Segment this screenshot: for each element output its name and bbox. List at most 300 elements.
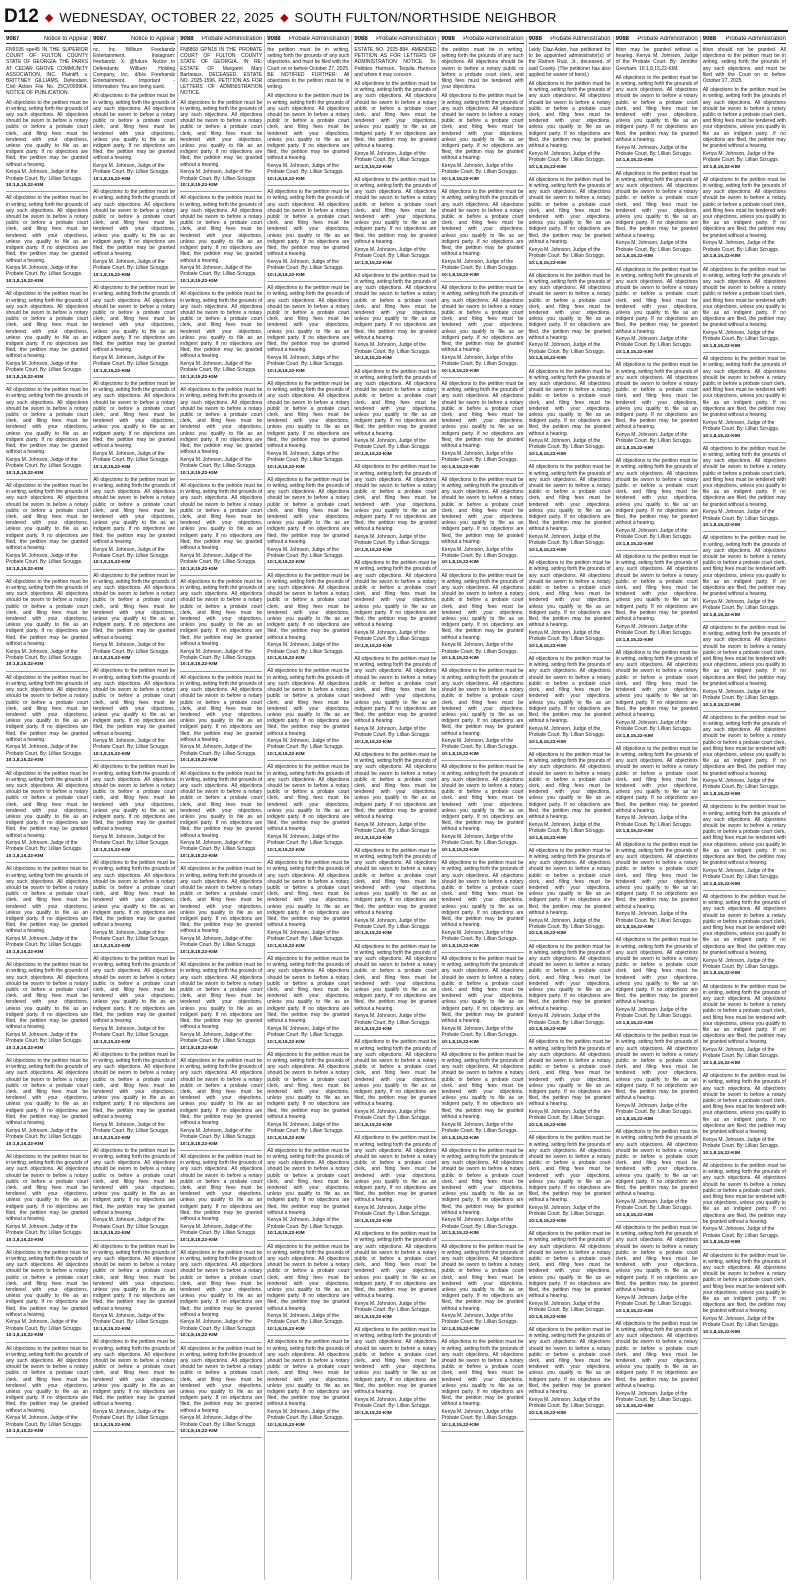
- notice-signature: Kenya M. Johnson, Judge of the Probate Court. By: Lillian Scruggs.: [441, 259, 518, 272]
- notice-divider: [354, 365, 436, 366]
- legal-notice: [441, 93, 523, 186]
- notice-signature: Kenya M. Johnson, Judge of the Probate Court. By: Lillian Scruggs.: [93, 354, 170, 368]
- notice-reference: 10:1,8,15,22-KIM: [354, 739, 392, 745]
- notice-signature: Kenya M. Johnson, Judge of the Probate Court. By: Lillian Scruggs.: [528, 246, 605, 259]
- notice-signature: Kenya M. Johnson, Judge of the Probate Court. By: Lillian Scruggs.: [93, 929, 170, 943]
- legal-notice: [6, 1346, 88, 1439]
- notice-divider: [354, 940, 436, 941]
- notice-signature: Kenya M. Johnson, Judge of the Probate Court. By: Lillian Scruggs.: [267, 642, 344, 655]
- category-bar: [703, 36, 786, 44]
- legal-notice: [93, 1339, 175, 1432]
- notice-body-text: All objections to the petition must be in writing, setting forth the grounds of any such objections. All objections should be sworn to before a notary public or before a probate court clerk, and filing fees must be tendered with your objections, unless you qualify to file as an indigent party. If no objections are filed, the petition may be granted without a hearing.: [702, 714, 786, 777]
- notice-column: [527, 36, 614, 1580]
- legal-notice: [180, 579, 262, 672]
- legal-notice: [616, 937, 698, 1030]
- notice-reference: 10:1,8,15,22-KIM: [93, 1039, 131, 1045]
- notice-signature: Kenya M. Johnson, Judge of the Probate Court. By: Lillian Scruggs.: [702, 419, 780, 432]
- notice-signature: Kenya M. Johnson, Judge of the Probate Court. By: Lillian Scruggs.: [702, 1226, 780, 1239]
- legal-notice: [354, 369, 436, 462]
- legal-notice: [616, 75, 698, 168]
- notice-divider: [441, 377, 523, 378]
- notice-body-text: All objections to the petition must be in writing, setting forth the grounds of any such objections. All objections should be sworn to before a notary public or before a probate court clerk, and filing fees must be tendered with your objections, unless you qualify to file as an indigent party. If no objections are filed, the petition may be granted without a hearing.: [93, 285, 176, 354]
- header-date: WEDNESDAY, OCTOBER 22, 2025: [59, 9, 275, 25]
- notice-column: [352, 36, 439, 1580]
- notice-reference: 10:1,8,15,22-KIM: [267, 1039, 305, 1045]
- legal-notice: [6, 387, 88, 480]
- notice-reference: 10:1,8,15,22-KIM: [180, 183, 218, 189]
- notice-signature: Kenya M. Johnson, Judge of the Probate Court. By: Lillian Scruggs.: [702, 867, 780, 881]
- notice-column: [439, 36, 526, 1580]
- legal-notice: [441, 189, 523, 282]
- notice-body-text: All objections to the petition must be in writing, setting forth the grounds of any such objections. All objections should be sworn to before a notary public or before a probate court clerk, and filing fees must be tendered with your objections, unless you qualify to file as an indigent party. If no objections are filed, the petition may be granted without a hearing.: [528, 368, 611, 437]
- notice-signature: Kenya M. Johnson, Judge of the Probate Court. By: Lillian Scruggs.: [441, 929, 518, 943]
- notice-body-text: All objections to the petition must be in writing, setting forth the grounds of any such objections. All objections should be sworn to before a notary public or before a probate court clerk, and filing fees must be tendered with your objections, unless you qualify to file as an indigent party. If no objections are filed, the petition may be granted without a hearing.: [615, 1129, 698, 1198]
- notice-reference: 10:1,8,15,22-KIM: [615, 1021, 653, 1027]
- notice-divider: [93, 856, 175, 857]
- notice-signature: Kenya M. Johnson, Judge of the Probate Court. By: Lillian Scruggs.: [93, 450, 170, 463]
- notice-body-text: All objections to the petition must be in writing, setting forth the grounds of any such objections. All objections should be sworn to before a notary public or before a probate court clerk, and filing fees must be tendered with your objections, unless you qualify to file as an indigent party. If no objections are filed, the petition may be granted without a hearing.: [441, 285, 524, 354]
- notice-signature: Kenya M. Johnson, Judge of the Probate Court. By: Lillian Scruggs.: [615, 1294, 693, 1307]
- legal-notice: [441, 1052, 523, 1145]
- notice-signature: Kenya M. Johnson, Judge of the Probate Court. By: Lillian Scruggs.: [615, 1198, 693, 1212]
- legal-notice: [180, 47, 262, 97]
- legal-notice: [616, 650, 698, 743]
- notice-signature: Kenya M. Johnson, Judge of the Probate Court. By: Lillian Scruggs.: [528, 1109, 605, 1122]
- notice-divider: [616, 358, 698, 359]
- legal-notice: [441, 47, 523, 90]
- notice-signature: Kenya M. Johnson, Judge of the Probate Court. By: Lillian Scruggs.: [615, 623, 693, 636]
- notice-signature: Kenya M. Johnson, Judge of the Probate Court. By: Lillian Scruggs.: [93, 642, 170, 655]
- notice-signature: Kenya M. Johnson, Judge of the Probate Court. By: Lillian Scruggs.: [6, 1319, 83, 1332]
- notice-lead-text: tition may be granted without a hearing. Kenya M. Johnson, Judge of the Probate Court. By: Jennifer Gresham. 10:1,8,15,22-KIM.: [615, 47, 698, 72]
- notice-reference: 10:1,8,15,22-KIM: [528, 1314, 566, 1320]
- notice-signature: Kenya M. Johnson, Judge of the Probate Court. By: Lillian Scruggs.: [354, 725, 431, 739]
- notice-reference: 10:1,8,15,22-KIM: [6, 183, 44, 189]
- legal-notice: [703, 894, 786, 981]
- notice-signature: Kenya M. Johnson, Judge of the Probate Court. By: Lillian Scruggs.: [441, 1313, 518, 1326]
- notice-body-text: All objections to the petition must be in writing, setting forth the grounds of any such objections. All objections should be sworn to before a notary public or before a probate court clerk, and filing fees must be tendered with your objections, unless you qualify to file as an indigent party. If no objections are filed, the petition may be granted without a hearing.: [354, 943, 437, 1012]
- notice-divider: [616, 1413, 698, 1414]
- notice-divider: [93, 569, 175, 570]
- legal-notice: [6, 962, 88, 1055]
- notice-reference: 10:1,8,15,22-KIM: [180, 470, 218, 476]
- notice-body-text: All objections to the petition must be in writing, setting forth the grounds of any such objections. All objections should be sworn to before a notary public or before a probate court clerk, and filing fees must be tendered with your objections, unless you qualify to file as an indigent party. If no objections are filed, the petition may be granted without a hearing.: [267, 1147, 350, 1216]
- notice-reference: 10:1,8,15,22-KIM: [702, 702, 741, 708]
- notice-signature: Kenya M. Johnson, Judge of the Probate Court. By: Lillian Scruggs.: [6, 456, 83, 470]
- notice-body-text: All objections to the petition must be in writing, setting forth the grounds of any such objections. All objections should be sworn to before a notary public or before a probate court clerk, and filing fees must be tendered with your objections, unless you qualify to file as an indigent party. If no objections are filed, the petition may be granted without a hearing.: [180, 195, 263, 264]
- legal-notice: [529, 1231, 611, 1324]
- notice-body-text: All objections to the petition must be in writing, setting forth the grounds of any such objections. All objections should be sworn to before a notary public or before a probate court clerk, and filing fees must be tendered with your objections, unless you qualify to file as an indigent party. If no objections are filed, the petition may be granted without a hearing.: [354, 368, 437, 437]
- legal-notice: [180, 962, 262, 1055]
- notice-divider: [616, 1221, 698, 1222]
- legal-notice: [93, 1244, 175, 1337]
- legal-notice: [267, 93, 349, 186]
- notice-body-text: All objections to the petition must be in writing, setting forth the grounds of any such objections. All objections should be sworn to before a notary public or before a probate court clerk, and filing fees must be tendered with your objections, unless you qualify to file as an indigent party. If no objections are filed, the petition may be granted without a hearing.: [441, 476, 524, 545]
- legal-notice: [180, 675, 262, 768]
- notice-body-text: All objections to the petition must be in writing, setting forth the grounds of any such objections. All objections should be sworn to before a notary public or before a probate court clerk, and filing fees must be tendered with your objections, unless you qualify to file as an indigent party. If no objections are filed, the petition may be granted without a hearing.: [267, 189, 350, 258]
- notice-body-text: All objections to the petition must be in writing, setting forth the grounds of any such objections. All objections should be sworn to before a notary public or before a probate court clerk, and filing fees must be tendered with your objections, unless you qualify to file as an indigent party. If no objections are filed, the petition may be granted without a hearing.: [702, 625, 786, 687]
- legal-notice: [703, 446, 786, 533]
- notice-body-text: All objections to the petition must be in writing, setting forth the grounds of any such objections. All objections should be sworn to before a notary public or before a probate court clerk, and filing fees must be tendered with your objections, unless you qualify to file as an indigent party. If no objections are filed, the petition may be granted without a hearing.: [615, 170, 698, 239]
- notice-reference: 10:1,8,15,22-KIM: [354, 1410, 392, 1416]
- notice-body-text: All objections to the petition must be in writing, setting forth the grounds of any such objections. All objections should be sworn to before a notary public or before a probate court clerk, and filing fees must be tendered with your objections, unless you qualify to file as an indigent party. If no objections are filed, the petition may be granted without a hearing.: [354, 656, 437, 725]
- notice-body-text: All objections to the petition must be in writing, setting forth the grounds of any such objections. All objections should be sworn to before a notary public or before a probate court clerk, and filing fees must be tendered with your objections, unless you qualify to file as an indigent party. If no objections are filed, the petition may be granted without a hearing.: [441, 572, 524, 641]
- notice-signature: Kenya M. Johnson, Judge of the Probate Court. By: Lillian Scruggs.: [354, 1013, 431, 1026]
- notice-reference: 10:1,8,15,22-KIM: [615, 158, 653, 164]
- notice-divider: [93, 1144, 175, 1145]
- notice-body-text: All objections to the petition must be in writing, setting forth the grounds of any such objections. All objections should be sworn to before a notary public or before a probate court clerk, and filing fees must be tendered with your objections, unless you qualify to file as an indigent party. If no objections are filed, the petition may be granted without a hearing.: [180, 291, 263, 360]
- diamond-bullet-icon: ◆: [280, 11, 289, 24]
- notice-reference: 10:1,8,15,22-KIM: [528, 1123, 566, 1129]
- legal-notice: [180, 100, 262, 193]
- notice-body-text: All objections to the petition must be in writing, setting forth the grounds of any such objections. All objections should be sworn to before a notary public or before a probate court clerk, and filing fees must be tendered with your objections, unless you qualify to file as an indigent party. If no objections are filed, the petition may be granted without a hearing.: [441, 764, 524, 833]
- header-section: SOUTH FULTON/NORTHSIDE NEIGHBOR: [294, 9, 557, 25]
- notice-divider: [529, 460, 611, 461]
- page-number: D12: [4, 6, 39, 27]
- notice-divider: [354, 269, 436, 270]
- legal-notice: [267, 1339, 349, 1432]
- notice-reference: 10:1,8,15,22-KIM: [6, 950, 44, 956]
- notice-divider: [703, 800, 786, 801]
- notice-signature: Kenya M. Johnson, Judge of the Probate Court. By: Lillian Scruggs.: [6, 744, 83, 757]
- notice-divider: [703, 1338, 786, 1339]
- notice-reference: 10:1,8,15,22-KIM: [267, 272, 305, 278]
- notice-reference: 10:1,8,15,22-KIM: [702, 1329, 741, 1335]
- legal-notice: [180, 866, 262, 959]
- notice-reference: 10:1,8,15,22-KIM: [180, 758, 218, 764]
- category-code: 9087: [93, 36, 107, 42]
- notice-signature: Kenya M. Johnson, Judge of the Probate Court. By: Lillian Scruggs.: [180, 1031, 257, 1045]
- notice-divider: [616, 933, 698, 934]
- notice-signature: Kenya M. Johnson, Judge of the Probate Court. By: Lillian Scruggs.: [93, 1025, 170, 1038]
- notice-body-text: All objections to the petition must be in writing, setting forth the grounds of any such objections. All objections should be sworn to before a notary public or before a probate court clerk, and filing fees must be tendered with your objections, unless you qualify to file as an indigent party. If no objections are filed, the petition may be granted without a hearing.: [615, 458, 698, 527]
- notice-body-text: All objections to the petition must be in writing, setting forth the grounds of any such objections. All objections should be sworn to before a notary public or before a probate court clerk, and filing fees must be tendered with your objections, unless you qualify to file as an indigent party. If no objections are filed, the petition may be granted without a hearing.: [267, 380, 350, 449]
- notice-body-text: All objections to the petition must be in writing, setting forth the grounds of any such objections. All objections should be sworn to before a notary public or before a probate court clerk, and filing fees must be tendered with your objections, unless you qualify to file as an indigent party. If no objections are filed, the petition may be granted without a hearing.: [93, 668, 176, 737]
- notice-reference: 10:1,8,15,22-KIM: [615, 1308, 653, 1314]
- legal-notice: [267, 381, 349, 474]
- notice-signature: Kenya M. Johnson, Judge of the Probate Court. By: Lillian Scruggs.: [180, 361, 257, 374]
- notice-signature: Kenya M. Johnson, Judge of the Probate Court. By: Lillian Scruggs.: [267, 259, 344, 272]
- notice-reference: 10:1,8,15,22-KIM: [441, 464, 479, 470]
- notice-body-text: All objections to the petition must be in writing, setting forth the grounds of any such objections. All objections should be sworn to before a notary public or before a probate court clerk, and filing fees must be tendered with your objections, unless you qualify to file as an indigent party. If no objections are filed, the petition may be granted without a hearing.: [267, 956, 350, 1025]
- notice-reference: 10:1,8,15,22-KIM: [180, 279, 218, 285]
- notice-body-text: All objections to the petition must be in writing, setting forth the grounds of any such objections. All objections should be sworn to before a notary public or before a probate court clerk, and filing fees must be tendered with your objections, unless you qualify to file as an indigent party. If no objections are filed, the petition may be granted without a hearing.: [6, 770, 89, 839]
- notice-signature: Kenya M. Johnson, Judge of the Probate Court. By: Lillian Scruggs.: [267, 1313, 344, 1326]
- notice-reference: 10:1,8,15,22-KIM: [180, 566, 218, 572]
- notice-body-text: All objections to the petition must be in writing, setting forth the grounds of any such objections. All objections should be sworn to before a notary public or before a probate court clerk, and filing fees must be tendered with your objections, unless you qualify to file as an indigent party. If no objections are filed, the petition may be granted without a hearing.: [528, 176, 611, 245]
- notice-reference: 10:1,8,15,22-KIM: [180, 1429, 218, 1435]
- notice-reference: 10:1,8,15,22-KIM: [267, 464, 305, 470]
- legal-notice: [441, 1148, 523, 1241]
- notice-divider: [6, 862, 88, 863]
- legal-notice: [6, 675, 88, 768]
- notice-body-text: All objections to the petition must be in writing, setting forth the grounds of any such objections. All objections should be sworn to before a notary public or before a probate court clerk, and filing fees must be tendered with your objections, unless you qualify to file as an indigent party. If no objections are filed, the petition may be granted without a hearing.: [180, 770, 263, 839]
- notice-body-text: All objections to the petition must be in writing, setting forth the grounds of any such objections. All objections should be sworn to before a notary public or before a probate court clerk, and filing fees must be tendered with your objections, unless you qualify to file as an indigent party. If no objections are filed, the petition may be granted without a hearing.: [702, 1162, 786, 1225]
- notice-body-text: All objections to the petition must be in writing, setting forth the grounds of any such objections. All objections should be sworn to before a notary public or before a probate court clerk, and filing fees must be tendered with your objections, unless you qualify to file as an indigent party. If no objections are filed, the petition may be granted without a hearing.: [615, 745, 698, 814]
- notice-body-text: All objections to the petition must be in writing, setting forth the grounds of any such objections. All objections should be sworn to before a notary public or before a probate court clerk, and filing fees must be tendered with your objections, unless you qualify to file as an indigent party. If no objections are filed, the petition may be granted without a hearing.: [528, 1135, 611, 1204]
- notice-reference: 10:1,8,15,22-KIM: [702, 164, 741, 170]
- notice-reference: 10:1,8,15,22-KIM: [267, 560, 305, 566]
- notice-body-text: All objections to the petition must be in writing, setting forth the grounds of any such objections. All objections should be sworn to before a notary public or before a probate court clerk, and filing fees must be tendered with your objections, unless you qualify to file as an indigent party. If no objections are filed, the petition may be granted without a hearing.: [180, 962, 263, 1031]
- notice-signature: Kenya M. Johnson, Judge of the Probate Court. By: Lillian Scruggs.: [615, 719, 693, 732]
- legal-notice: [354, 656, 436, 749]
- notice-divider: [267, 1240, 349, 1241]
- legal-notice: [6, 100, 88, 193]
- notice-reference: 10:1,8,15,22-KIM: [6, 1333, 44, 1339]
- notice-divider: [529, 1131, 611, 1132]
- notice-body-text: All objections to the petition must be in writing, setting forth the grounds of any such objections. All objections should be sworn to before a notary public or before a probate court clerk, and filing fees must be tendered with your objections, unless you qualify to file as an indigent party. If no objections are filed, the petition may be granted without a hearing.: [267, 1243, 350, 1312]
- notice-body-text: All objections to the petition must be in writing, setting forth the grounds of any such objections. All objections should be sworn to before a notary public or before a probate court clerk, and filing fees must be tendered with your objections, unless you qualify to file as an indigent party. If no objections are filed, the petition may be granted without a hearing.: [441, 380, 524, 449]
- notice-body-text: All objections to the petition must be in writing, setting forth the grounds of any such objections. All objections should be sworn to before a notary public or before a probate court clerk, and filing fees must be tendered with your objections, unless you qualify to file as an indigent party. If no objections are filed, the petition may be granted without a hearing.: [93, 380, 176, 449]
- notice-divider: [441, 1431, 523, 1432]
- notice-divider: [93, 1431, 175, 1432]
- notice-divider: [616, 1317, 698, 1318]
- notice-reference: 10:1,8,15,22-KIM: [93, 1423, 131, 1429]
- legal-notice: [529, 656, 611, 749]
- legal-notice: [93, 956, 175, 1049]
- notice-divider: [93, 185, 175, 186]
- notice-body-text: All objections to the petition must be in writing, setting forth the grounds of any such objections. All objections should be sworn to before a notary public or before a probate court clerk, and filing fees must be tendered with your objections, unless you qualify to file as an indigent party. If no objections are filed, the petition may be granted without a hearing.: [267, 764, 350, 833]
- notice-body-text: All objections to the petition must be in writing, setting forth the grounds of any such objections. All objections should be sworn to before a notary public or before a probate court clerk, and filing fees must be tendered with your objections, unless you qualify to file as an indigent party. If no objections are filed, the petition may be granted without a hearing.: [354, 1135, 437, 1204]
- legal-notice: [529, 848, 611, 941]
- notice-reference: 10:1,8,15,22-KIM: [702, 1240, 741, 1246]
- category-bar: [180, 36, 262, 44]
- notice-body-text: All objections to the petition must be in writing, setting forth the grounds of any such objections. All objections should be sworn to before a notary public or before a probate court clerk, and filing fees must be tendered with your objections, unless you qualify to file as an indigent party. If no objections are filed, the petition may be granted without a hearing.: [702, 1073, 786, 1136]
- notice-signature: Kenya M. Johnson, Judge of the Probate Court. By: Lillian Scruggs.: [354, 917, 431, 930]
- legal-notice: [529, 47, 611, 78]
- notice-reference: 10:1,8,15,22-KIM: [180, 1045, 218, 1051]
- category-code: 9087: [6, 36, 20, 42]
- category-code: 9088: [180, 36, 194, 42]
- notice-signature: Kenya M. Johnson, Judge of the Probate Court. By: Lillian Scruggs.: [354, 1205, 431, 1218]
- legal-notice: [6, 866, 88, 959]
- legal-notice: [267, 1244, 349, 1337]
- legal-notice: [93, 189, 175, 282]
- legal-notice: [6, 771, 88, 864]
- legal-notice: [529, 1135, 611, 1228]
- notice-reference: 10:1,8,15,22-KIM: [702, 881, 741, 887]
- notice-body-text: All objections to the petition must be in writing, setting forth the grounds of any such objections. All objections should be sworn to before a notary public or before a probate court clerk, and filing fees must be tendered with your objections, unless you qualify to file as an indigent party. If no objections are filed, the petition may be granted without a hearing.: [354, 176, 437, 245]
- notice-body-text: All objections to the petition must be in writing, setting forth the grounds of any such objections. All objections should be sworn to before a notary public or before a probate court clerk, and filing fees must be tendered with your objections, unless you qualify to file as an indigent party. If no objections are filed, the petition may be granted without a hearing.: [702, 87, 786, 150]
- legal-notice: [529, 369, 611, 462]
- legal-notice: [93, 860, 175, 953]
- notice-signature: Kenya M. Johnson, Judge of the Probate Court. By: Lillian Scruggs.: [702, 1316, 780, 1329]
- legal-notice: [93, 381, 175, 474]
- notice-signature: Kenya M. Johnson, Judge of the Probate Court. By: Lillian Scruggs.: [6, 840, 83, 853]
- notice-signature: Kenya M. Johnson, Judge of the Probate Court. By: Lillian Scruggs.: [93, 834, 170, 847]
- notice-signature: Kenya M. Johnson, Judge of the Probate Court. By: Lillian Scruggs.: [702, 598, 780, 612]
- notice-divider: [703, 890, 786, 891]
- notice-lead-text: nc, Inc. Wilburn Freebandz Entertainment. Instagram: freebandz. X: @future. Notice to Defendants Wilburn Holding Company, Inc. d/b/a Freebandz Entertainment. Important - Information: You are being sued.: [93, 47, 176, 91]
- notice-reference: 10:1,8,15,22-KIM: [267, 1327, 305, 1333]
- notice-body-text: All objections to the petition must be in writing, setting forth the grounds of any such objections. All objections should be sworn to before a notary public or before a probate court clerk, and filing fees must be tendered with your objections, unless you qualify to file as an indigent party. If no objections are filed, the petition may be granted without a hearing.: [267, 1339, 350, 1408]
- notice-reference: 10:1,8,15,22-KIM: [615, 445, 653, 451]
- notice-divider: [616, 1125, 698, 1126]
- notice-reference: 10:1,8,15,22-KIM: [615, 829, 653, 835]
- notice-signature: Kenya M. Johnson, Judge of the Probate Court. By: Lillian Scruggs.: [615, 911, 693, 924]
- notice-divider: [703, 263, 786, 264]
- notice-reference: 10:1,8,15,22-KIM: [354, 548, 392, 554]
- notice-divider: [441, 856, 523, 857]
- notice-signature: Kenya M. Johnson, Judge of the Probate Court. By: Lillian Scruggs.: [93, 1121, 170, 1134]
- notice-signature: Kenya M. Johnson, Judge of the Probate Court. By: Lillian Scruggs.: [267, 1217, 344, 1230]
- notice-body-text: All objections to the petition must be in writing, setting forth the grounds of any such objections. All objections should be sworn to before a notary public or before a probate court clerk, and filing fees must be tendered with your objections, unless you qualify to file as an indigent party. If no objections are filed, the petition may be granted without a hearing.: [702, 1252, 786, 1315]
- notice-signature: Kenya M. Johnson, Judge of the Probate Court. By: Lillian Scruggs.: [528, 1205, 605, 1218]
- notice-reference: 10:1,8,15,22-KIM: [441, 1423, 479, 1429]
- notice-divider: [6, 1437, 88, 1438]
- notice-reference: 10:1,8,15,22-KIM: [528, 931, 566, 937]
- notice-divider: [180, 767, 262, 768]
- notice-divider: [267, 1048, 349, 1049]
- notice-reference: 10:1,8,15,22-KIM: [180, 1333, 218, 1339]
- notice-body-text: All objections to the petition must be in writing, setting forth the grounds of any such objections. All objections should be sworn to before a notary public or before a probate court clerk, and filing fees must be tendered with your objections, unless you qualify to file as an indigent party. If no objections are filed, the petition may be granted without a hearing.: [6, 291, 89, 360]
- notice-body-text: All objections to the petition must be in writing, setting forth the grounds of any such objections. All objections should be sworn to before a notary public or before a probate court clerk, and filing fees must be tendered with your objections, unless you qualify to file as an indigent party. If no objections are filed, the petition may be granted without a hearing.: [267, 860, 350, 929]
- notice-body-text: All objections to the petition must be in writing, setting forth the grounds of any such objections. All objections should be sworn to before a notary public or before a probate court clerk, and filing fees must be tendered with your objections, unless you qualify to file as an indigent party. If no objections are filed, the petition may be granted without a hearing.: [354, 464, 437, 533]
- legal-notice: [529, 273, 611, 366]
- legal-notice: [267, 573, 349, 666]
- notice-divider: [616, 1029, 698, 1030]
- notice-reference: 10:1,8,15,22-KIM: [354, 260, 392, 266]
- notice-divider: [616, 167, 698, 168]
- notice-signature: Kenya M. Johnson, Judge of the Probate Court. By: Lillian Scruggs.: [180, 265, 257, 278]
- notice-divider: [703, 531, 786, 532]
- notice-lead-text: tition should not be granted. All objections to the petition must be in writing, setting forth the grounds of any such objections, and must be filed with the Court on or before October 27, 2025.: [702, 47, 786, 85]
- notice-signature: Kenya M. Johnson, Judge of the Probate Court. By: Lillian Scruggs.: [180, 456, 257, 470]
- notice-column: [265, 36, 352, 1580]
- notice-body-text: All objections to the petition must be in writing, setting forth the grounds of any such objections. All objections should be sworn to before a notary public or before a probate court clerk, and filing fees must be tendered with your objections, unless you qualify to file as an indigent party. If no objections are filed, the petition may be granted without a hearing.: [702, 445, 786, 508]
- notice-divider: [529, 556, 611, 557]
- category-label: Probate Administration: [463, 36, 524, 42]
- legal-notice: [93, 93, 175, 186]
- notice-signature: Kenya M. Johnson, Judge of the Probate Court. By: Lillian Scruggs.: [267, 1409, 344, 1422]
- notice-divider: [6, 575, 88, 576]
- legal-notice: [703, 984, 786, 1071]
- notice-divider: [616, 263, 698, 264]
- legal-notice: [703, 1163, 786, 1250]
- notice-signature: Kenya M. Johnson, Judge of the Probate Court. By: Lillian Scruggs.: [354, 246, 431, 259]
- notice-body-text: All objections to the petition must be in writing, setting forth the grounds of any such objections. All objections should be sworn to before a notary public or before a probate court clerk, and filing fees must be tendered with your objections, unless you qualify to file as an indigent party. If no objections are filed, the petition may be granted without a hearing.: [528, 1326, 611, 1396]
- notice-signature: Kenya M. Johnson, Judge of the Probate Court. By: Lillian Scruggs.: [615, 1007, 693, 1020]
- legal-notice: [616, 458, 698, 551]
- notice-body-text: All objections to the petition must be in writing, setting forth the grounds of any such objections. All objections should be sworn to before a notary public or before a probate court clerk, and filing fees must be tendered with your objections, unless you qualify to file as an indigent party. If no objections are filed, the petition may be granted without a hearing.: [93, 1243, 176, 1312]
- notice-divider: [616, 838, 698, 839]
- notice-divider: [529, 173, 611, 174]
- notice-reference: 10:1,8,15,22-KIM: [6, 662, 44, 668]
- notice-signature: Kenya M. Johnson, Judge of the Probate Court. By: Lillian Scruggs.: [528, 629, 605, 643]
- notice-reference: 10:1,8,15,22-KIM: [267, 368, 305, 374]
- notice-divider: [267, 185, 349, 186]
- notice-divider: [180, 1150, 262, 1151]
- legal-notice: [354, 1039, 436, 1132]
- notice-reference: 10:1,8,15,22-KIM: [702, 343, 741, 349]
- notice-divider: [93, 377, 175, 378]
- legal-notice: [93, 477, 175, 570]
- notice-divider: [180, 1342, 262, 1343]
- notice-divider: [267, 377, 349, 378]
- notice-body-text: All objections to the petition must be in writing, setting forth the grounds of any such objections. All objections should be sworn to before a notary public or before a probate court clerk, and filing fees must be tendered with your objections, unless you qualify to file as an indigent party. If no objections are filed, the petition may be granted without a hearing.: [6, 866, 89, 935]
- notice-signature: Kenya M. Johnson, Judge of the Probate Court. By: Lillian Scruggs.: [267, 1121, 344, 1134]
- notice-signature: Kenya M. Johnson, Judge of the Probate Court. By: Lillian Scruggs.: [354, 438, 431, 451]
- legal-notice: [354, 848, 436, 941]
- notice-signature: Kenya M. Johnson, Judge of the Probate Court. By: Lillian Scruggs.: [93, 1217, 170, 1230]
- notice-lead-text: the petition must be in writing, setting forth the grounds of any such objections. All objections should be sworn to before a notary public or before a probate court clerk, and filing fees must be tendered with your objections.: [441, 47, 524, 91]
- legal-notice: [703, 177, 786, 264]
- notice-reference: 10:1,8,15,22-KIM: [441, 1135, 479, 1141]
- legal-notice: [354, 273, 436, 366]
- notice-divider: [180, 575, 262, 576]
- legal-notice: [354, 1135, 436, 1228]
- notice-signature: Kenya M. Johnson, Judge of the Probate Court. By: Lillian Scruggs.: [180, 1223, 257, 1236]
- legal-notice: [6, 1250, 88, 1343]
- notice-body-text: All objections to the petition must be in writing, setting forth the grounds of any such objections. All objections should be sworn to before a notary public or before a probate court clerk, and filing fees must be tendered with your objections, unless you qualify to file as an indigent party. If no objections are filed, the petition may be granted without a hearing.: [93, 572, 176, 641]
- notice-reference: 10:1,8,15,22-KIM: [6, 279, 44, 285]
- notice-column: [701, 36, 788, 1580]
- notice-body-text: All objections to the petition must be in writing, setting forth the grounds of any such objections. All objections should be sworn to before a notary public or before a probate court clerk, and filing fees must be tendered with your objections, unless you qualify to file as an indigent party. If no objections are filed, the petition may be granted without a hearing.: [441, 1243, 524, 1312]
- legal-notice: [354, 464, 436, 557]
- category-label: Probate Administration: [550, 36, 611, 42]
- notice-body-text: All objections to the petition must be in writing, setting forth the grounds of any such objections. All objections should be sworn to before a notary public or before a probate court clerk, and filing fees must be tendered with your objections, unless you qualify to file as an indigent party. If no objections are filed, the petition may be granted without a hearing.: [354, 751, 437, 820]
- notice-signature: Kenya M. Johnson, Judge of the Probate Court. By: Lillian Scruggs.: [615, 527, 693, 541]
- legal-notice: [616, 1321, 698, 1414]
- notice-signature: Kenya M. Johnson, Judge of the Probate Court. By: Lillian Scruggs.: [180, 169, 257, 182]
- legal-notice: [267, 47, 349, 90]
- legal-notice: [529, 81, 611, 174]
- notice-reference: 10:1,8,15,22-KIM: [441, 847, 479, 853]
- notice-body-text: All objections to the petition must be in writing, setting forth the grounds of any such objections. All objections should be sworn to before a notary public or before a probate court clerk, and filing fees must be tendered with your objections, unless you qualify to file as an indigent party. If no objections are filed, the petition may be granted without a hearing.: [354, 1231, 437, 1300]
- notice-divider: [267, 473, 349, 474]
- legal-notice: [616, 842, 698, 935]
- notice-body-text: All objections to the petition must be in writing, setting forth the grounds of any such objections. All objections should be sworn to before a notary public or before a probate court clerk, and filing fees must be tendered with your objections, unless you qualify to file as an indigent party. If no objections are filed, the petition may be granted without a hearing.: [6, 99, 89, 168]
- notice-divider: [180, 383, 262, 384]
- legal-notice: [703, 625, 786, 712]
- notice-divider: [267, 569, 349, 570]
- notice-body-text: All objections to the petition must be in writing, setting forth the grounds of any such objections. All objections should be sworn to before a notary public or before a probate court clerk, and filing fees must be tendered with your objections, unless you qualify to file as an indigent party. If no objections are filed, the petition may be granted without a hearing.: [267, 668, 350, 737]
- legal-notice: [703, 87, 786, 174]
- legal-notice: [354, 81, 436, 174]
- notice-reference: 10:1,8,15,22-KIM: [615, 254, 653, 260]
- notice-divider: [529, 1035, 611, 1036]
- notice-signature: Kenya M. Johnson, Judge of the Probate Court. By: Lillian Scruggs.: [6, 169, 83, 182]
- legal-notice: [441, 956, 523, 1049]
- notice-body-text: All objections to the petition must be in writing, setting forth the grounds of any such objections. All objections should be sworn to before a notary public or before a probate court clerk, and filing fees must be tendered with your objections, unless you qualify to file as an indigent party. If no objections are filed, the petition may be granted without a hearing.: [702, 535, 786, 598]
- notice-body-text: All objections to the petition must be in writing, setting forth the grounds of any such objections. All objections should be sworn to before a notary public or before a probate court clerk, and filing fees must be tendered with your objections, unless you qualify to file as an indigent party. If no objections are filed, the petition may be granted without a hearing.: [441, 189, 524, 258]
- notice-body-text: All objections to the petition must be in writing, setting forth the grounds of any such objections. All objections should be sworn to before a notary public or before a probate court clerk, and filing fees must be tendered with your objections, unless you qualify to file as an indigent party. If no objections are filed, the petition may be granted without a hearing.: [93, 189, 176, 258]
- notice-reference: 10:1,8,15,22-KIM: [267, 752, 305, 758]
- legal-notice: [354, 560, 436, 653]
- legal-notice: [703, 1073, 786, 1160]
- notice-body-text: All objections to the petition must be in writing, setting forth the grounds of any such objections. All objections should be sworn to before a notary public or before a probate court clerk, and filing fees must be tendered with your objections, unless you qualify to file as an indigent party. If no objections are filed, the petition may be granted without a hearing.: [441, 1147, 524, 1216]
- notice-body-text: All objections to the petition must be in writing, setting forth the grounds of any such objections. All objections should be sworn to before a notary public or before a probate court clerk, and filing fees must be tendered with your objections, unless you qualify to file as an indigent party. If no objections are filed, the petition may be granted without a hearing.: [354, 81, 437, 150]
- legal-notice: [6, 483, 88, 576]
- notice-divider: [354, 460, 436, 461]
- notice-body-text: All objections to the petition must be in writing, setting forth the grounds of any such objections. All objections should be sworn to before a notary public or before a probate court clerk, and filing fees must be tendered with your objections, unless you qualify to file as an indigent party. If no objections are filed, the petition may be granted without a hearing.: [528, 1039, 611, 1108]
- category-code: 9088: [441, 36, 455, 42]
- notice-reference: 10:1,8,15,22-KIM: [615, 541, 653, 547]
- legal-notice: [441, 860, 523, 953]
- category-label: Probate Administration: [725, 36, 786, 42]
- notice-body-text: All objections to the petition must be in writing, setting forth the grounds of any such objections. All objections should be sworn to before a notary public or before a probate court clerk, and filing fees must be tendered with your objections, unless you qualify to file as an indigent party. If no objections are filed, the petition may be granted without a hearing.: [180, 578, 263, 647]
- notice-signature: Kenya M. Johnson, Judge of the Probate Court. By: Lillian Scruggs.: [267, 738, 344, 751]
- notice-signature: Kenya M. Johnson, Judge of the Probate Court. By: Lillian Scruggs.: [93, 1409, 170, 1422]
- notice-reference: 10:1,8,15,22-KIM: [615, 1212, 653, 1218]
- notice-reference: 10:1,8,15,22-KIM: [93, 1231, 131, 1237]
- legal-notice: [354, 1231, 436, 1324]
- notice-reference: 10:1,8,15,22-KIM: [702, 254, 741, 260]
- notice-body-text: All objections to the petition must be in writing, setting forth the grounds of any such objections. All objections should be sworn to before a notary public or before a probate court clerk, and filing fees must be tendered with your objections, unless you qualify to file as an indigent party. If no objections are filed, the petition may be granted without a hearing.: [180, 483, 263, 552]
- category-code: 9088: [702, 36, 717, 42]
- notice-signature: Kenya M. Johnson, Judge of the Probate Court. By: Lillian Scruggs.: [354, 629, 431, 643]
- notice-divider: [529, 748, 611, 749]
